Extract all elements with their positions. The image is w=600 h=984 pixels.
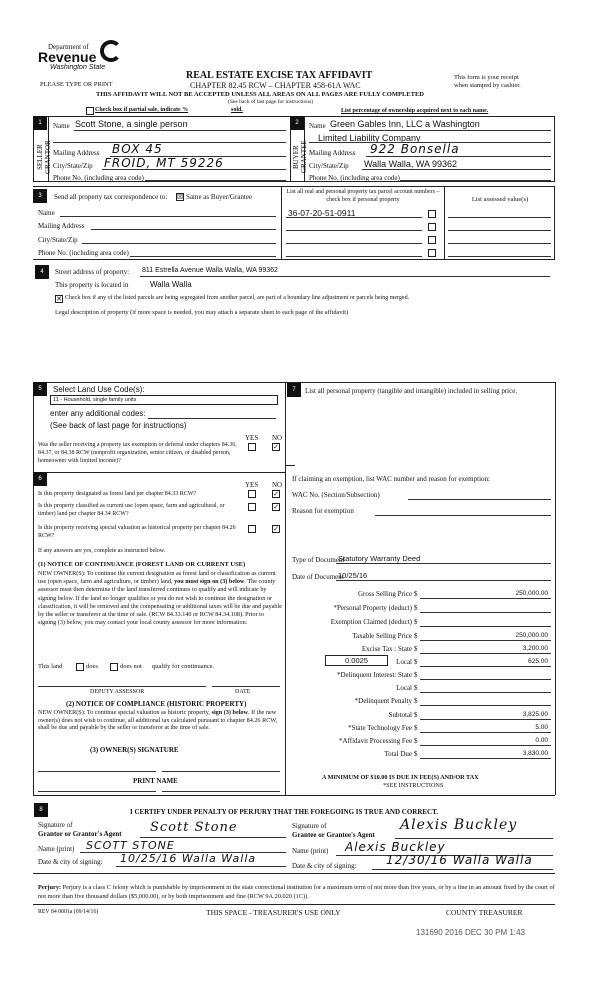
forest-yes-checkbox[interactable] <box>248 490 256 498</box>
no-header-5: NO <box>272 434 283 442</box>
buyer-name-field[interactable]: Green Gables Inn, LLC a Washington <box>330 119 480 129</box>
owner-signature-title: (3) OWNER(S) SIGNATURE <box>90 746 179 754</box>
notice-continuance-title: (1) NOTICE OF CONTINUANCE (FOREST LAND OR CURRENT USE) <box>38 561 246 568</box>
no-header-6: NO <box>272 481 283 489</box>
corr-phone-label: Phone No. (including area code) <box>38 249 129 257</box>
buyer-grantee-label: BUYER GRANTEE <box>292 140 308 174</box>
land-use-label: Select Land Use Code(s): <box>53 385 145 394</box>
section-1-badge: 1 <box>33 116 47 130</box>
located-in-field[interactable]: Walla Walla <box>150 280 192 289</box>
owner-signature-line-2[interactable] <box>162 771 280 772</box>
section-3-badge: 3 <box>33 189 47 203</box>
seller-city-label: City/State/Zip <box>53 162 93 170</box>
seller-mailing-field[interactable]: BOX 45 <box>112 142 163 156</box>
corr-mailing-label: Mailing Address <box>38 222 85 230</box>
buyer-city-field[interactable]: Walla Walla, WA 99362 <box>364 159 458 169</box>
print-name-line-2[interactable] <box>162 791 280 792</box>
grantor-name-label: Name (print) <box>38 845 75 853</box>
section-5-badge: 5 <box>33 382 47 396</box>
street-address-field[interactable]: 811 Estrella Avenue Walla Walla, WA 99362 <box>142 267 278 274</box>
historic-yes-checkbox[interactable] <box>248 525 256 533</box>
deputy-assessor-signature-line[interactable] <box>38 686 206 687</box>
grantee-name-label: Name (print) <box>292 847 329 855</box>
doc-type-label: Type of Document <box>292 556 345 564</box>
agency-line1: Department of <box>48 43 89 51</box>
exemption-yes-checkbox[interactable] <box>248 443 256 451</box>
print-name-line-1[interactable] <box>38 791 156 792</box>
form-warning: THIS AFFIDAVIT WILL NOT BE ACCEPTED UNLESS ALL AREAS ON ALL PAGES ARE FULLY COMPLETED <box>96 91 424 98</box>
delinquent-interest-state-label: *Delinquent Interest: State <box>336 671 412 679</box>
same-as-buyer-label: Same as Buyer/Grantee <box>186 193 253 201</box>
parcel-header: List all real and personal property tax parcel account numbers – check box if personal property <box>286 189 440 203</box>
personal-property-checkbox-1[interactable] <box>428 210 436 218</box>
forest-no-checkbox[interactable]: ✓ <box>273 490 279 498</box>
reason-field[interactable] <box>375 515 551 516</box>
corr-name-label: Name <box>38 209 55 217</box>
delinquent-penalty-label: *Delinquent Penalty <box>354 697 412 705</box>
see-back-note: (See back of last page for instructions) <box>228 99 313 105</box>
form-subtitle: CHAPTER 82.45 RCW – CHAPTER 458-61A WAC <box>190 81 361 90</box>
historic-question: Is this property receiving special valuation as historical property per chapter 84.26 RCW? <box>38 525 236 539</box>
personal-property-checkbox-4[interactable] <box>428 249 436 257</box>
additional-codes-field[interactable] <box>148 418 276 419</box>
grantee-date-label: Date & city of signing: <box>292 862 357 870</box>
does-label: does <box>86 663 98 670</box>
ownership-note: List percentage of ownership acquired next to each name. <box>341 108 489 114</box>
wac-field[interactable] <box>408 499 551 500</box>
grantor-sig-label-2: Grantor or Grantor's Agent <box>38 830 122 838</box>
grantor-date-label: Date & city of signing: <box>38 858 103 866</box>
land-use-select[interactable]: 11 - Household, single family units <box>50 395 278 405</box>
excise-tax-state-label: Excise Tax : State <box>361 645 412 653</box>
notice-compliance-text: NEW OWNER(S): To continue special valuation as historic property, sign (3) below. If the new owner(s) does not wish to continue, all additional tax calculated pursuant to chapter 84.26 RCW, shall be due and payable by the seller or transferor at the time of sale. <box>38 709 278 731</box>
exemption-question: Was the seller receiving a property tax exemption or deferral under chapters 84.36, 84.37, or 84.38 RCW (nonprofit organization, senior citizen, or disabled person, homeowner with limited income)? <box>38 442 237 464</box>
grantor-name-field[interactable]: SCOTT STONE <box>86 839 175 852</box>
current-use-yes-checkbox[interactable] <box>248 503 256 511</box>
deputy-assessor-label: DEPUTY ASSESSOR <box>90 689 145 695</box>
section-7-badge: 7 <box>287 383 301 397</box>
certify-statement: I CERTIFY UNDER PENALTY OF PERJURY THAT THE FOREGOING IS TRUE AND CORRECT. <box>130 808 439 816</box>
parcel-number-3[interactable] <box>286 243 422 244</box>
minimum-due-note: A MINIMUM OF $10.00 IS DUE IN FEE(S) AND/OR TAX <box>322 774 479 781</box>
county-treasurer-label: COUNTY TREASURER <box>446 908 523 917</box>
please-type: PLEASE TYPE OR PRINT <box>40 81 113 88</box>
segregated-label: Check box if any of the listed parcels are being segregated from another parcel, are part of a boundary line adjustment or parcels being merged. <box>65 295 410 301</box>
reason-label: Reason for exemption <box>292 507 354 515</box>
seller-city-field[interactable]: FROID, MT 59226 <box>104 156 224 170</box>
personal-property-checkbox-2[interactable] <box>428 223 436 231</box>
seller-phone-label: Phone No. (including area code) <box>53 174 144 182</box>
exemption-no-checkbox[interactable]: ✓ <box>273 443 279 451</box>
section-2-badge: 2 <box>290 116 304 130</box>
notice-continuance-text: NEW OWNER(S): To continue the current designation as forest land or classification as current use (open space, farm and agriculture, or timber) land, you must sign on (3) below. The county assessor must then determine if the land transferred continues to qualify and will indicate by signing below. If the land no longer qualifies or you do not wish to continue the designation or classification, it will be removed and the compensating or additional taxes will be due and payable by the seller or transferor at the time of sale. (RCW 84.33.140 or RCW 84.34.108). Prior to signing (3) below, you may contact your local county assessor for more information. <box>38 570 282 627</box>
if-yes-note: If any answers are yes, complete as instructed below. <box>38 548 166 554</box>
excise-tax-state-field[interactable]: 3,200.00 <box>522 645 548 652</box>
perjury-statement: Perjury: Perjury is a class C felony which is punishable by imprisonment in the state correctional institution for a maximum term of not more than five years, or by a fine in an amount fixed by the court of not more than five thousand dollars ($5,000.00), or by both imprisonment and fine (RCW 9A.20.020 (1C)). <box>38 884 555 900</box>
assessor-date-line[interactable] <box>212 686 280 687</box>
subtotal-label: Subtotal <box>388 711 412 719</box>
total-due-label: Total Due <box>384 750 412 758</box>
current-use-no-checkbox[interactable]: ✓ <box>273 503 279 511</box>
historic-no-checkbox[interactable]: ✓ <box>273 525 279 533</box>
taxable-selling-price-field[interactable]: 250,000.00 <box>515 632 548 639</box>
parcel-number-2[interactable] <box>286 230 422 231</box>
exemption-claim-label: If claiming an exemption, list WAC number and reason for exemption: <box>292 475 490 483</box>
buyer-city-label: City/State/Zip <box>309 162 349 170</box>
state-technology-fee-field[interactable]: 5.00 <box>535 724 548 731</box>
form-title: REAL ESTATE EXCISE TAX AFFIDAVIT <box>186 70 373 81</box>
seller-mailing-label: Mailing Address <box>53 149 100 157</box>
notice-compliance-title: (2) NOTICE OF COMPLIANCE (HISTORIC PROPERTY) <box>66 700 247 708</box>
segregated-checkbox[interactable]: ✕ <box>56 295 62 303</box>
local-rate-field[interactable]: 0.0025 <box>325 655 388 666</box>
same-as-buyer-checkbox[interactable]: ☒ <box>177 193 184 201</box>
grantee-date-field[interactable]: 12/30/16 Walla Walla <box>386 853 533 867</box>
corr-city-label: City/State/Zip <box>38 236 78 244</box>
agency-line2: Revenue <box>38 49 97 65</box>
total-due-field[interactable]: 3,830.00 <box>522 750 548 757</box>
affidavit-processing-fee-field[interactable]: 0.00 <box>535 737 548 744</box>
grantor-date-field[interactable]: 10/25/16 Walla Walla <box>120 852 257 865</box>
delinquent-interest-local-label: Local <box>396 684 412 692</box>
receipt-note-2: when stamped by cashier. <box>454 82 521 89</box>
owner-signature-line-1[interactable] <box>38 771 156 772</box>
grantee-sig-label-2: Grantee or Grantee's Agent <box>292 831 375 839</box>
excise-tax-local-field[interactable]: 625.00 <box>528 658 548 665</box>
print-name-label: PRINT NAME <box>133 777 178 785</box>
section-8-badge: 8 <box>34 803 48 817</box>
located-in-label: This property is located in <box>55 281 129 289</box>
assessed-header: List assessed value(s) <box>471 196 529 203</box>
seller-name-label: Name <box>53 122 70 130</box>
wac-label: WAC No. (Section/Subsection) <box>292 491 380 499</box>
state-technology-fee-label: *State Technology Fee <box>348 724 412 732</box>
current-use-question: Is this property classified as current use (open space, farm and agricultural, or timber) land per chapter 84.34 RCW? <box>38 503 225 517</box>
gross-selling-price-field[interactable]: 250,000.00 <box>515 590 548 597</box>
treasurer-use-label: THIS SPACE - TREASURER'S USE ONLY <box>206 908 341 917</box>
partial-sale-label: Check box if partial sale, indicate % <box>95 107 189 113</box>
seller-name-field[interactable]: Scott Stone, a single person <box>75 119 188 129</box>
buyer-name-label: Name <box>309 122 326 130</box>
sold-label: sold. <box>231 107 243 113</box>
yes-header-5: YES <box>245 434 259 442</box>
taxable-selling-price-label: Taxable Selling Price <box>352 632 412 640</box>
buyer-mailing-label: Mailing Address <box>309 149 356 157</box>
legal-description-label: Legal description of property (if more space is needed, you may attach a separate sheet to each page of the affidavit) <box>55 309 349 316</box>
street-address-label: Street address of property: <box>55 268 130 276</box>
grantee-sig-label-1: Signature of <box>292 822 327 830</box>
doc-date-field[interactable]: 10/25/16 <box>338 571 368 580</box>
does-qualify-checkbox[interactable] <box>76 663 84 671</box>
grantee-signature-field[interactable]: Alexis Buckley <box>400 817 518 833</box>
does-not-label: does not <box>120 663 142 670</box>
washington-logo-icon <box>100 40 122 62</box>
this-land-label: This land <box>38 663 63 670</box>
section-4-badge: 4 <box>35 265 49 279</box>
form-number: REV 84 0001a (09/14/16) <box>38 909 99 915</box>
grantor-sig-label-1: Signature of <box>38 821 73 829</box>
date-label: DATE <box>235 689 251 695</box>
section-6-badge: 6 <box>33 472 47 486</box>
personal-property-deduct-label: *Personal Property (deduct) <box>333 604 412 612</box>
affidavit-processing-fee-label: *Affidavit Processing Fee <box>339 737 412 745</box>
agency-line3: Washington State <box>50 64 106 71</box>
forest-land-question: Is this property designated as forest land per chapter 84.33 RCW? <box>38 491 197 497</box>
personal-property-checkbox-3[interactable] <box>428 236 436 244</box>
receipt-note-1: This form is your receipt <box>454 74 519 81</box>
seller-grantor-label: SELLER GRANTOR <box>36 140 52 174</box>
doc-type-field[interactable]: Statutory Warranty Deed <box>338 554 421 563</box>
partial-sale-checkbox[interactable] <box>86 107 94 115</box>
excise-tax-local-label: Local <box>396 658 412 666</box>
grantee-name-field[interactable]: Alexis Buckley <box>345 840 446 854</box>
see-back-5: (See back of last page for instructions) <box>50 421 187 430</box>
personal-property-label: List all personal property (tangible and intangible) included in selling price. <box>305 387 518 395</box>
send-correspondence-label: Send all property tax correspondence to: <box>54 193 168 201</box>
buyer-name-field-line2[interactable]: Limited Liability Company <box>318 133 421 143</box>
parcel-number-1[interactable]: 36-07-20-51-0911 <box>288 208 356 218</box>
gross-selling-price-label: Gross Selling Price <box>357 590 412 598</box>
qualify-label: qualify for continuance. <box>152 663 215 670</box>
subtotal-field[interactable]: 3,825.00 <box>522 711 548 718</box>
buyer-mailing-field[interactable]: 922 Bonsella <box>370 142 460 156</box>
buyer-phone-label: Phone No. (including area code) <box>309 174 400 182</box>
grantor-signature-field[interactable]: Scott Stone <box>150 820 238 835</box>
does-not-qualify-checkbox[interactable] <box>110 663 118 671</box>
see-instructions-note: *SEE INSTRUCTIONS <box>383 782 444 789</box>
receipt-stamp: 131690 2016 DEC 30 PM 1:43 <box>416 928 525 937</box>
additional-codes-label: enter any additional codes: <box>50 409 146 418</box>
personal-property-field[interactable] <box>300 410 550 460</box>
doc-date-label: Date of Document <box>292 573 344 581</box>
yes-header-6: YES <box>245 481 259 489</box>
parcel-number-4[interactable] <box>286 256 422 257</box>
exemption-claimed-label: Exemption Claimed (deduct) <box>330 618 412 626</box>
